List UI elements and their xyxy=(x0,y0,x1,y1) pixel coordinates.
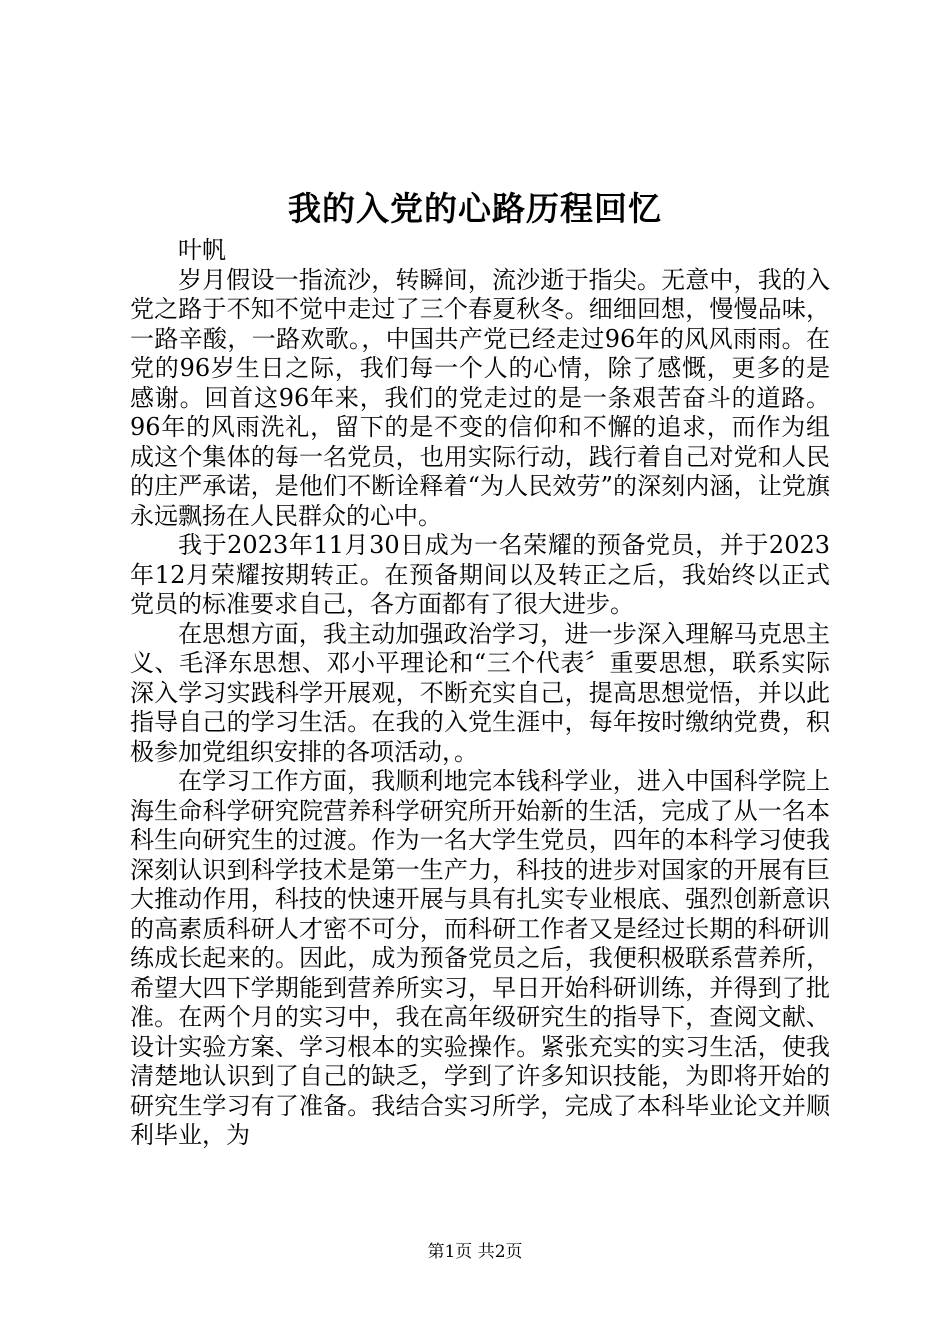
paragraph-membership: 我于2023年11月30日成为一名荣耀的预备党员，并于2023年12月荣耀按期转正。在预备期间以及转正之后，我始终以正式党员的标准要求自己，各方面都有了很大进步。 xyxy=(130,531,830,618)
page-number-footer: 第1页 共2页 xyxy=(427,1242,523,1262)
paragraph-ideology: 在思想方面，我主动加强政治学习，进一步深入理解马克思主义、毛泽东思想、邓小平理论和“三个代表〞重要思想，联系实际深入学习实践科学开展观，不断充实自己，提高思想觉悟，并以此指导自己的学习生活。在我的入党生涯中，每年按时缴纳党费，积极参加党组织安排的各项活动，。 xyxy=(130,619,830,766)
paragraph-intro: 岁月假设一指流沙，转瞬间，流沙逝于指尖。无意中，我的入党之路于不知不觉中走过了三个春夏秋冬。细细回想，慢慢品味，一路辛酸，一路欢歌。，中国共产党已经走过96年的风风雨雨。在党的96岁生日之际，我们每一个人的心情，除了感慨，更多的是感谢。回首这96年来，我们的党走过的是一条艰苦奋斗的道路。96年的风雨洗礼，留下的是不变的信仰和不懈的追求，而作为组成这个集体的每一名党员，也用实际行动，践行着自己对党和人民的庄严承诺，是他们不断诠释着“为人民效劳”的深刻内涵，让党旗永远飘扬在人民群众的心中。 xyxy=(130,265,830,530)
paragraph-study-work: 在学习工作方面，我顺利地完本钱科学业，进入中国科学院上海生命科学研究院营养科学研究所开始新的生活，完成了从一名本科生向研究生的过渡。作为一名大学生党员，四年的本科学习使我深刻认识到科学技术是第一生产力，科技的进步对国家的开展有巨大推动作用，科技的快速开展与具有扎实专业根底、强烈创新意识的高素质科研人才密不可分，而科研工作者又是经过长期的科研训练成长起来的。因此，成为预备党员之后，我便积极联系营养所，希望大四下学期能到营养所实习，早日开始科研训练，并得到了批准。在两个月的实习中，我在高年级研究生的指导下，查阅文献、设计实验方案、学习根本的实验操作。紧张充实的实习生活，使我清楚地认识到了自己的缺乏，学到了许多知识技能，为即将开始的研究生学习有了准备。我结合实习所学，完成了本科毕业论文并顺利毕业，为 xyxy=(130,767,830,1149)
document-title: 我的入党的心路历程回忆 xyxy=(288,189,662,228)
author-name: 叶帆 xyxy=(178,236,226,264)
document-body xyxy=(130,236,830,1151)
